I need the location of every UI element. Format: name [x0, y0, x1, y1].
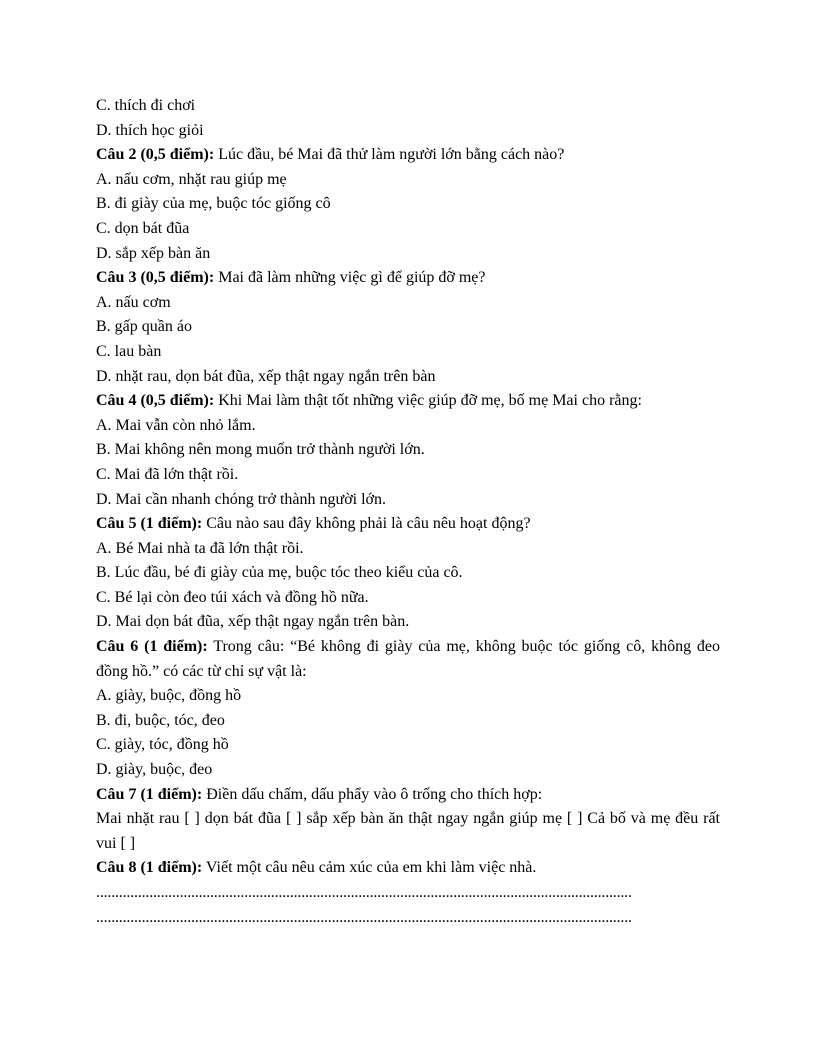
question-label: Câu 8 (1 điểm):: [96, 859, 203, 877]
question-text: [96, 783, 720, 808]
answer-option: B. Mai không nên mong muốn trở thành người lớn.: [96, 441, 425, 459]
answer-option: B. gấp quần áo: [96, 318, 192, 336]
answer-option: C. dọn bát đũa: [96, 219, 190, 237]
question-body: Viết một câu nêu cảm xúc của em khi làm việc nhà.: [202, 859, 537, 877]
worksheet-page: [96, 94, 720, 930]
answer-option: D. thích học giỏi: [96, 121, 204, 139]
question-text: [96, 143, 720, 168]
question-text: [96, 389, 720, 414]
question-label: Câu 2 (0,5 điểm):: [96, 146, 215, 164]
answer-option: B. đi giày của mẹ, buộc tóc giống cô: [96, 195, 331, 213]
question-label: Câu 5 (1 điểm):: [96, 515, 203, 533]
answer-option: C. lau bàn: [96, 342, 162, 360]
answer-line: .............................................................................................................................................: [96, 884, 632, 901]
question-text: [96, 856, 720, 881]
answer-option: D. Mai dọn bát đũa, xếp thật ngay ngắn trên bàn.: [96, 613, 410, 631]
answer-option: C. thích đi chơi: [96, 97, 196, 114]
question-body: Mai đã làm những việc gì để giúp đỡ mẹ?: [214, 269, 486, 287]
question-text: [96, 512, 720, 537]
answer-option: B. đi, buộc, tóc, đeo: [96, 711, 225, 729]
question-label: Câu 4 (0,5 điểm):: [96, 392, 215, 410]
question-text: [96, 635, 720, 684]
question-label: Câu 6 (1 điểm):: [96, 638, 208, 656]
question-label: Câu 3 (0,5 điểm):: [96, 269, 215, 287]
answer-option: A. nấu cơm, nhặt rau giúp mẹ: [96, 170, 287, 188]
answer-option: A. Bé Mai nhà ta đã lớn thật rồi.: [96, 539, 304, 557]
answer-option: A. giày, buộc, đồng hồ: [96, 687, 242, 705]
question-body: Trong câu: “Bé không đi giày của mẹ, không buộc tóc giống cô, không đeo đồng hồ.” có các từ chỉ sự vật là:: [96, 638, 721, 680]
answer-line: .............................................................................................................................................: [96, 908, 632, 926]
question-text: [96, 266, 720, 291]
answer-option: B. Lúc đầu, bé đi giày của mẹ, buộc tóc theo kiểu của cô.: [96, 564, 463, 582]
answer-option: C. Mai đã lớn thật rồi.: [96, 465, 239, 483]
answer-option: A. Mai vẫn còn nhỏ lắm.: [96, 416, 256, 434]
answer-option: C. giày, tóc, đồng hồ: [96, 736, 229, 754]
answer-option: D. Mai cần nhanh chóng trở thành người lớn.: [96, 490, 386, 508]
question-body: Câu nào sau đây không phải là câu nêu hoạt động?: [202, 515, 531, 533]
answer-option: D. sắp xếp bàn ăn: [96, 244, 211, 262]
answer-option: A. nấu cơm: [96, 293, 171, 311]
question-body: Khi Mai làm thật tốt những việc giúp đỡ mẹ, bố mẹ Mai cho rằng:: [214, 392, 642, 410]
question-label: Câu 7 (1 điểm):: [96, 785, 203, 803]
answer-option: D. giày, buộc, đeo: [96, 761, 213, 779]
exercise-paragraph: Mai nhặt rau [ ] dọn bát đũa [ ] sắp xếp bàn ăn thật ngay ngắn giúp mẹ [ ] Cả bố và mẹ đều rất vui [ ]: [96, 810, 720, 852]
question-body: Lúc đầu, bé Mai đã thử làm người lớn bằng cách nào?: [214, 146, 565, 164]
answer-option: C. Bé lại còn đeo túi xách và đồng hồ nữa.: [96, 588, 369, 606]
question-body: Điền dấu chấm, dấu phẩy vào ô trống cho thích hợp:: [202, 785, 543, 803]
answer-option: D. nhặt rau, dọn bát đũa, xếp thật ngay ngắn trên bàn: [96, 367, 436, 385]
